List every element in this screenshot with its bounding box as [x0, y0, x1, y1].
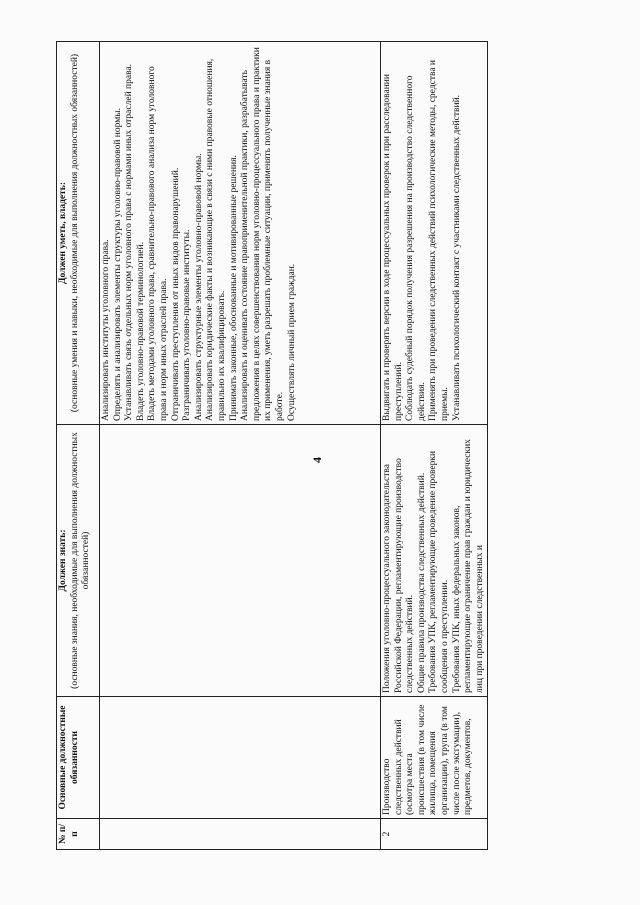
header-know: [57, 425, 100, 697]
header-know-subtitle: (основные знания, необходимые для выполнения должностных обязанностей): [69, 432, 92, 689]
table-row: [100, 42, 381, 850]
list-item: Отграничивать преступления от иных видов правонарушений.: [170, 167, 181, 421]
rotated-document: [56, 47, 499, 850]
list-item: Анализировать структурные элементы уголовно-правовой нормы.: [193, 153, 204, 421]
list-item: Разграничивать уголовно-правовые институты.: [182, 229, 193, 421]
row1-know: [100, 425, 381, 697]
list-item: Требования УПК, регламентирующие проведение проверки сообщения о преступлении.: [428, 450, 450, 693]
row2-number: 2: [381, 819, 488, 850]
list-item: Общие правила производства следственных действий.: [416, 472, 427, 693]
list-item: Определять и анализировать элементы структуры уголовно-правовой нормы.: [112, 107, 123, 421]
list-item: Анализировать юридические факты и возникающие в связи с ними правовые отношения, правильно их квалифицировать.: [205, 58, 227, 421]
row1-can: [100, 42, 381, 425]
list-item: Применять при проведении следственных действий психологические методы, средства и приемы.: [428, 59, 450, 421]
list-item: Анализировать и оценивать состояние правоприменительной практики, разрабатывать предложения в целях совершенствования норм уголовно-процессуального права и практики их применения, уметь разрешать проблемные ситуации, применять полученные знания в работе.: [240, 47, 285, 421]
list-item: Принимать законные, обоснованные и мотивированные решения.: [228, 155, 239, 421]
list-item: Соблюдать судебный порядок получения разрешения на производство следственного действия.: [405, 75, 427, 421]
list-item: Выдвигать и проверять версии в ходе процессуальных проверок и при расследовании преступлений.: [382, 74, 404, 421]
page-number: 4: [310, 457, 324, 463]
row2-can: [381, 42, 488, 425]
row1-duties: [100, 697, 381, 819]
header-know-title: Должен знать:: [58, 529, 68, 592]
list-item: Владеть уголовно-правовой терминологией.: [135, 242, 146, 421]
header-can-title: Должен уметь, владеть:: [58, 181, 68, 285]
list-item: Владеть методами уголовного права, сравнительно-правового анализа норм уголовного права и норм иных отраслей права.: [147, 66, 169, 421]
list-item: Анализировать институты уголовного права.: [101, 239, 111, 421]
qualification-table: [56, 41, 488, 850]
list-item: Требования УПК, иных федеральных законов, регламентирующие ограничение прав граждан и юридических лиц при проведении следственных и: [451, 439, 485, 693]
list-item: Осуществлять личный прием граждан.: [286, 263, 297, 421]
row2-know: [381, 425, 488, 697]
header-number: № п/п: [57, 819, 100, 850]
list-item: Устанавливать психологический контакт с участниками следственных действий.: [451, 94, 462, 421]
list-item: Устанавливать связь отдельных норм уголовного права с нормами иных отраслей права.: [124, 63, 135, 421]
row2-duties: Производство следственных действий (осмотра места происшествия (в том числе жилища, помещения организации), трупа (в том числе после эксгумации), предметов, документов,: [381, 697, 488, 819]
header-can: [57, 42, 100, 425]
table-row: [381, 42, 488, 850]
list-item: Положения уголовно-процессуального законодательства Российской Федерации, регламентирующие производство следственных действий.: [382, 458, 416, 693]
row1-number: [100, 819, 381, 850]
header-duties: Основные должностные обязанности: [57, 697, 100, 819]
table-header-row: [57, 42, 100, 850]
header-can-subtitle: (основные умения и навыки, необходимые для выполнения должностных обязанностей): [69, 53, 80, 413]
